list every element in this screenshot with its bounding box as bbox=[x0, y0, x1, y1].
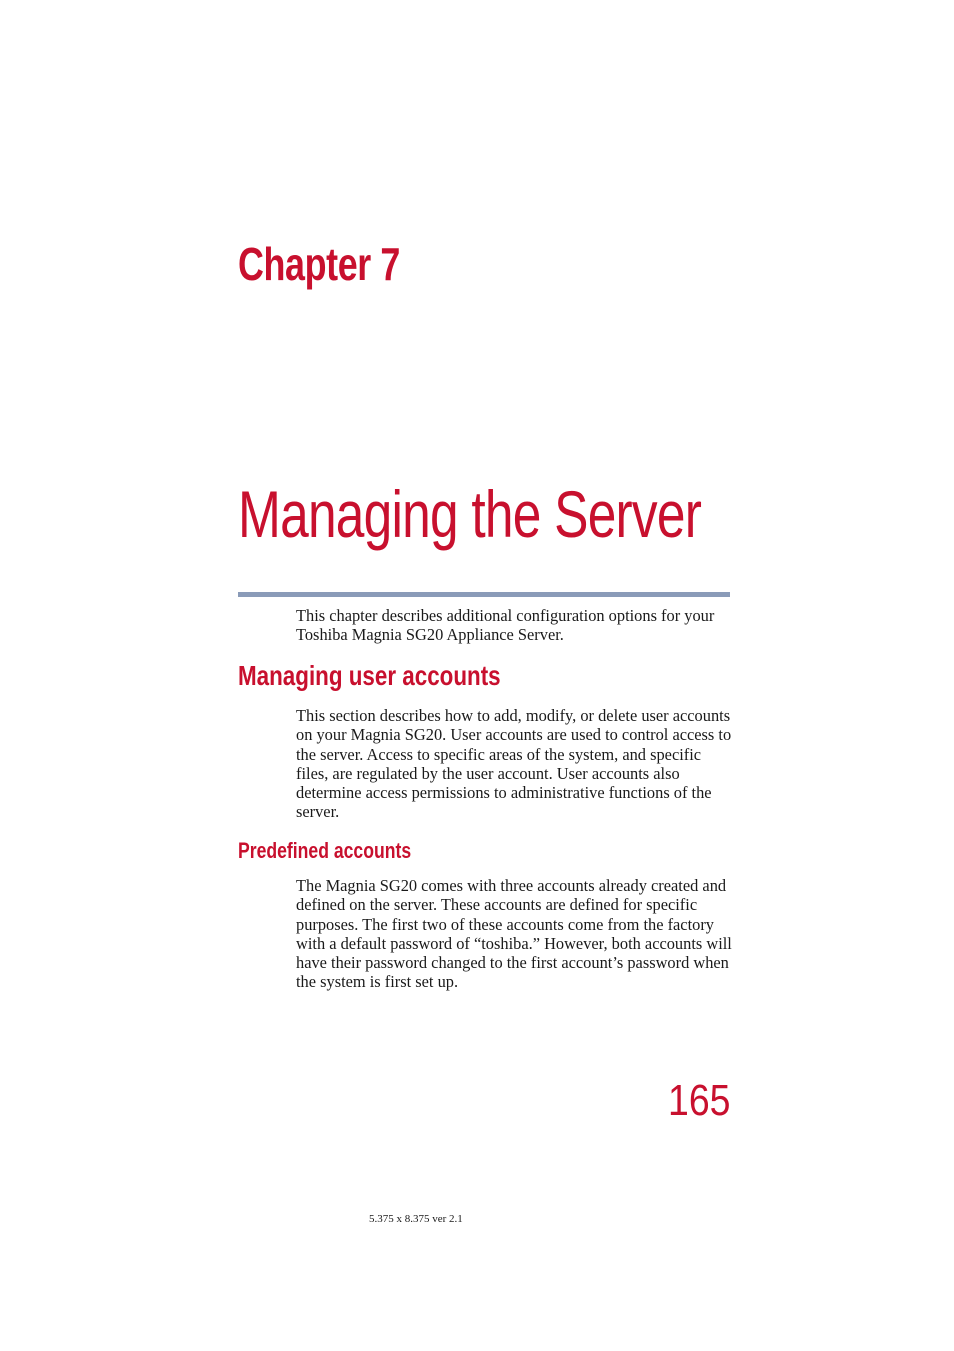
chapter-title: Managing the Server bbox=[238, 477, 702, 551]
title-divider bbox=[238, 592, 730, 597]
footer-note: 5.375 x 8.375 ver 2.1 bbox=[369, 1213, 463, 1225]
page-number: 165 bbox=[667, 1076, 730, 1125]
chapter-intro: This chapter describes additional configuration options for your Toshiba Magnia SG20 Appliance Server. bbox=[296, 606, 715, 645]
subsection-body: The Magnia SG20 comes with three accounts already created and defined on the server. These accounts are defined for specific purposes. The first two of these accounts come from the factory with a default password of “toshiba.” However, both accounts will have their password changed to the first account’s password when the system is first set up. bbox=[296, 876, 732, 992]
chapter-label: Chapter 7 bbox=[238, 238, 400, 290]
section-heading: Managing user accounts bbox=[238, 660, 501, 691]
section-body: This section describes how to add, modify, or delete user accounts on your Magnia SG20. User accounts are used to control access to the server. Access to specific areas of the system, and specific files, are regulated by the user account. User accounts also determine access permissions to administrative functions of the server. bbox=[296, 706, 732, 822]
subsection-heading: Predefined accounts bbox=[238, 838, 412, 863]
